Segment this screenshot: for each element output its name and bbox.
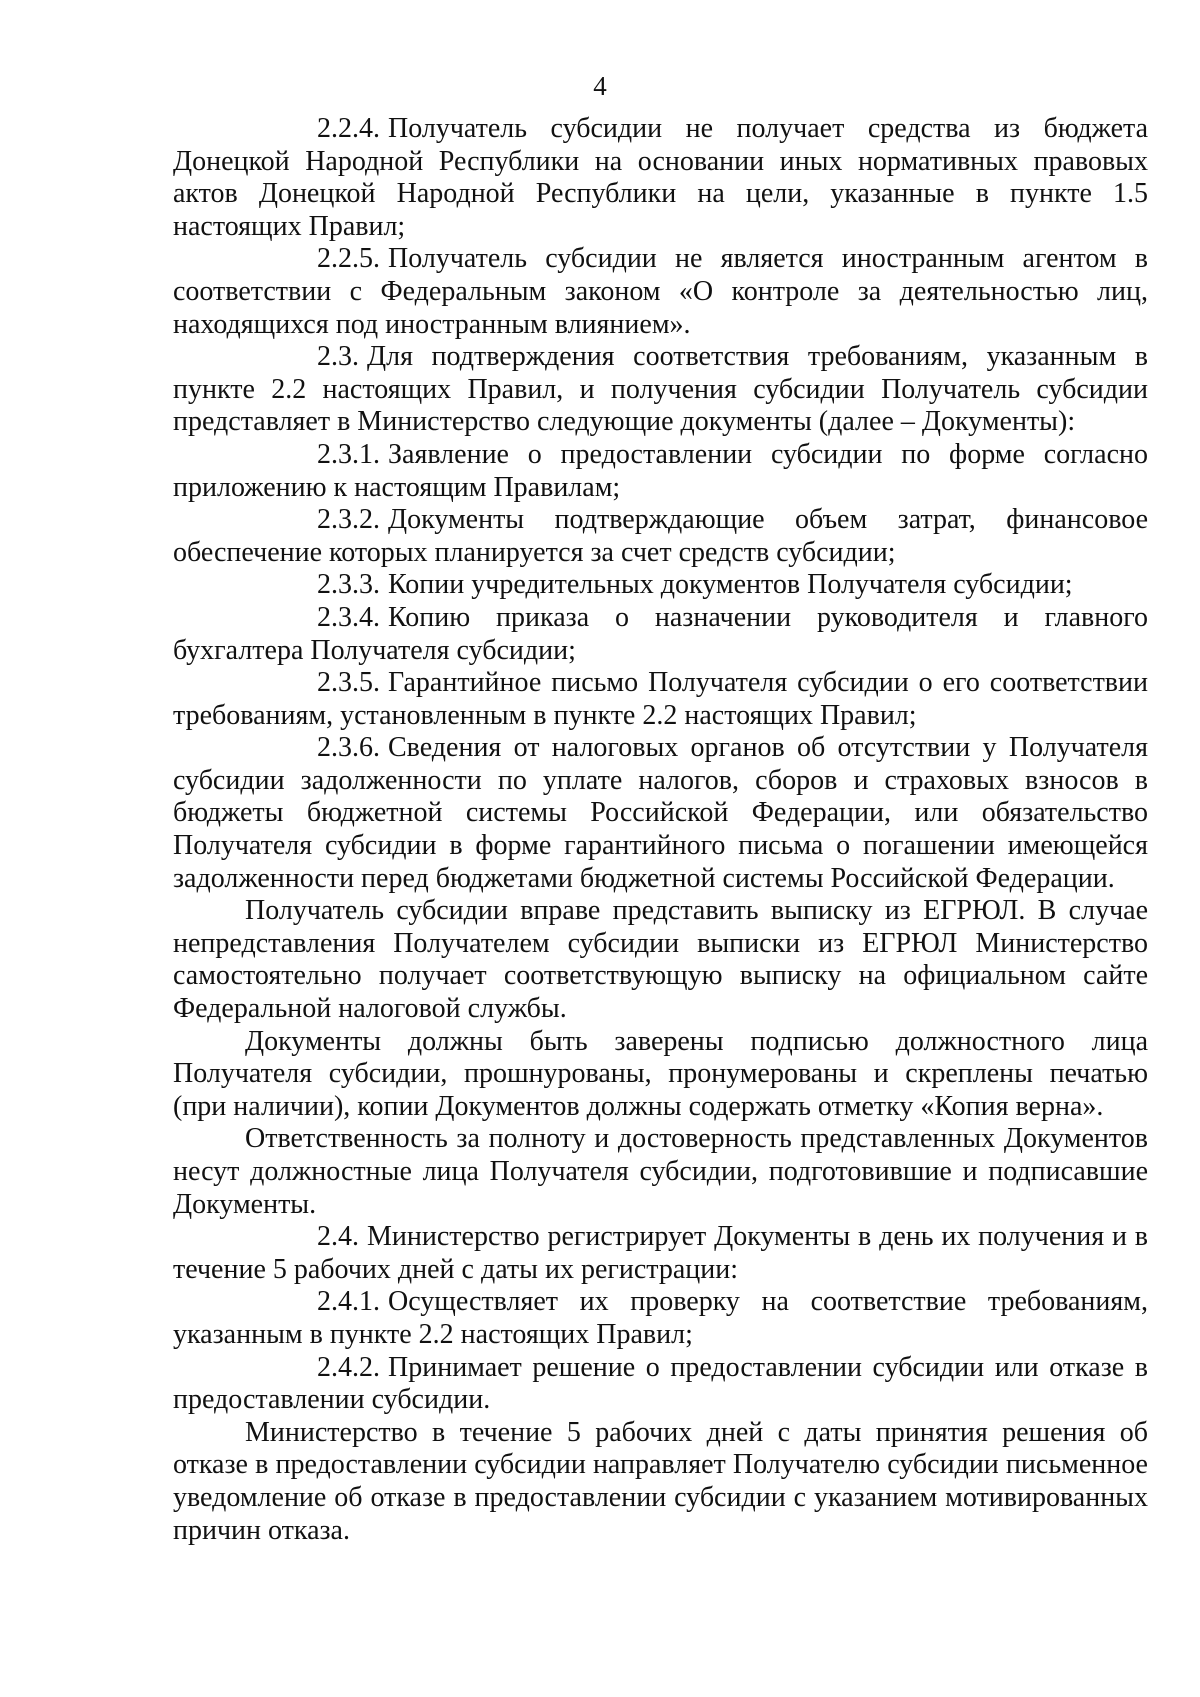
paragraph-2-3-3 <box>173 569 1148 602</box>
clause-number: 2.3. <box>317 341 359 373</box>
paragraph-text: Министерство регистрирует Документы в день их получения и в течение 5 рабочих дней с даты их регистрации: <box>173 1221 1148 1285</box>
paragraph-2-4 <box>173 1221 1148 1286</box>
clause-number: 2.3.6. <box>317 732 380 764</box>
paragraph-certification <box>173 1026 1148 1124</box>
paragraph-text: Для подтверждения соответствия требованиям, указанным в пункте 2.2 настоящих Правил, и получения субсидии Получатель субсидии представляет в Министерство следующие документы (далее – Документы): <box>173 341 1148 438</box>
page-number: 4 <box>593 71 607 101</box>
paragraph-2-3 <box>173 341 1148 439</box>
clause-number: 2.4.1. <box>317 1286 380 1318</box>
paragraph-text: Копию приказа о назначении руководителя и главного бухгалтера Получателя субсидии; <box>173 601 1148 666</box>
clause-number: 2.3.1. <box>317 438 380 470</box>
clause-number: 2.2.4. <box>317 113 380 144</box>
paragraph-2-3-4 <box>173 602 1148 667</box>
paragraph-text: Получатель субсидии не получает средства из бюджета Донецкой Народной Республики на основании иных нормативных правовых актов Донецкой Народной Республики на цели, указанные в пункте 1.5 настоящих Правил; <box>173 113 1148 242</box>
clause-number: 2.3.5. <box>317 667 380 699</box>
clause-number: 2.4. <box>317 1221 359 1253</box>
clause-number: 2.4.2. <box>317 1351 380 1383</box>
document-body <box>173 113 1148 1547</box>
paragraph-text: Документы должны быть заверены подписью должностного лица Получателя субсидии, прошнурованы, пронумерованы и скреплены печатью (при наличии), копии Документов должны содержать отметку «Копия верна». <box>173 1025 1148 1122</box>
paragraph-text: Документы подтверждающие объем затрат, финансовое обеспечение которых планируется за счет средств субсидии; <box>173 504 1148 568</box>
paragraph-text: Принимает решение о предоставлении субсидии или отказе в предоставлении субсидии. <box>173 1351 1148 1416</box>
paragraph-2-2-4 <box>173 113 1148 243</box>
paragraph-2-4-1 <box>173 1286 1148 1351</box>
paragraph-text: Сведения от налоговых органов об отсутствии у Получателя субсидии задолженности по уплате налогов, сборов и страховых взносов в бюджеты бюджетной системы Российской Федерации, или обязательство Получателя субсидии в форме гарантийного письма о погашении имеющейся задолженности перед бюджетами бюджетной системы Российской Федерации. <box>173 732 1148 894</box>
paragraph-text: Гарантийное письмо Получателя субсидии о его соответствии требованиям, установленным в пункте 2.2 настоящих Правил; <box>173 667 1148 731</box>
paragraph-text: Копии учредительных документов Получателя субсидии; <box>388 569 1073 601</box>
paragraph-2-3-6 <box>173 732 1148 895</box>
clause-number: 2.2.5. <box>317 243 380 275</box>
paragraph-2-3-1 <box>173 439 1148 504</box>
paragraph-refusal-notice <box>173 1417 1148 1547</box>
paragraph-text: Заявление о предоставлении субсидии по форме согласно приложению к настоящим Правилам; <box>173 438 1148 503</box>
clause-number: 2.3.4. <box>317 601 380 633</box>
paragraph-2-3-5 <box>173 667 1148 732</box>
paragraph-text: Осуществляет их проверку на соответствие требованиям, указанным в пункте 2.2 настоящих Правил; <box>173 1286 1148 1350</box>
paragraph-text: Получатель субсидии не является иностранным агентом в соответствии с Федеральным законом «О контроле за деятельностью лиц, находящихся под иностранным влиянием». <box>173 243 1148 340</box>
paragraph-text: Министерство в течение 5 рабочих дней с даты принятия решения об отказе в предоставлении субсидии направляет Получателю субсидии письменное уведомление об отказе в предоставлении субсидии с указанием мотивированных причин отказа. <box>173 1416 1148 1546</box>
clause-number: 2.3.2. <box>317 504 380 536</box>
paragraph-responsibility <box>173 1123 1148 1221</box>
paragraph-egrul <box>173 895 1148 1025</box>
paragraph-2-3-2 <box>173 504 1148 569</box>
paragraph-2-2-5 <box>173 243 1148 341</box>
paragraph-text: Ответственность за полноту и достоверность представленных Документов несут должностные лица Получателя субсидии, подготовившие и подписавшие Документы. <box>173 1123 1148 1220</box>
paragraph-text: Получатель субсидии вправе представить выписку из ЕГРЮЛ. В случае непредставления Получателем субсидии выписки из ЕГРЮЛ Министерство самостоятельно получает соответствующую выписку на официальном сайте Федеральной налоговой службы. <box>173 895 1148 1025</box>
clause-number: 2.3.3. <box>317 569 380 601</box>
paragraph-2-4-2 <box>173 1352 1148 1417</box>
